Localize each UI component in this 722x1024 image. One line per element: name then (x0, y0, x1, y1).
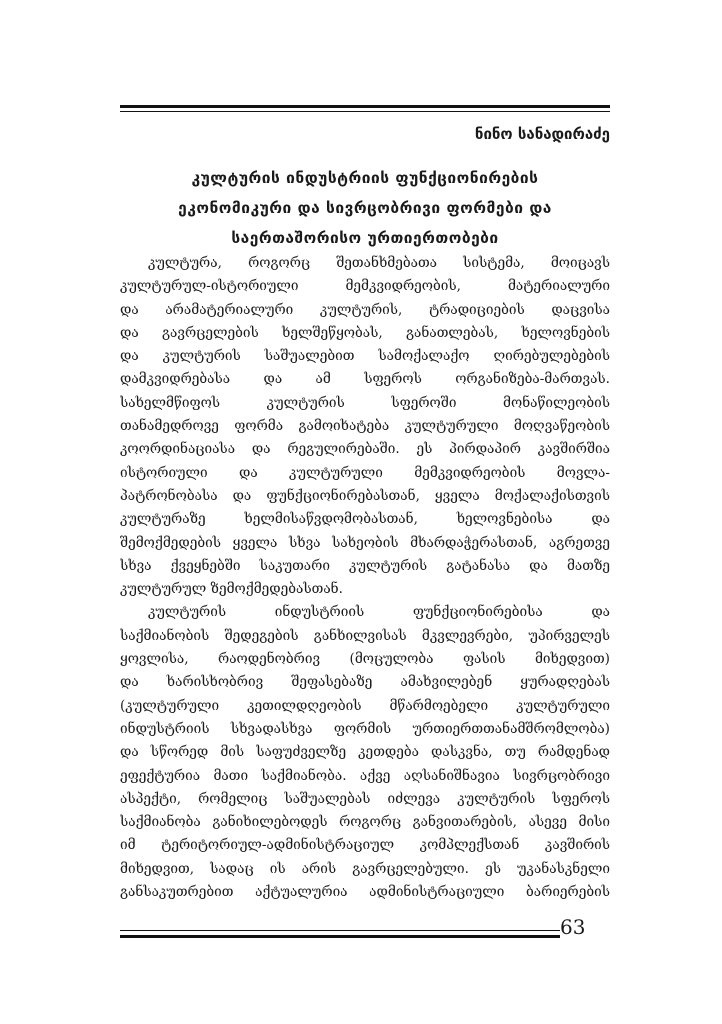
body-line: სხვა ქვეყნებში საკუთარი კულტურის გატანასა და მათზე (120, 557, 610, 574)
body-line: და ხარისხობრივ შეფასებაზე ამახვილებენ ყურადღებას (120, 674, 610, 691)
body-line: ეფექტურია მათი საქმიანობა. აქვე აღსანიშნავია სივრცობრივი (120, 767, 610, 784)
body-line: იმ ტერიტორიულ-ადმინისტრაციულ კომპლექსთან კავშირის (120, 837, 610, 854)
body-line: თანამედროვე ფორმა გამოიხატება კულტურული მოღვაწეობის (120, 418, 610, 435)
body-line: დამკვიდრებასა და ამ სფეროს ორგანიზება-მართვას. (120, 371, 610, 388)
body-line: ისტორიული და კულტურული მემკვიდრეობის მოვლა- (120, 464, 610, 481)
bottom-rule-thick (120, 935, 560, 938)
body-line: მიხედვით, სადაც ის არის გავრცელებული. ეს უკანასკნელი (120, 860, 610, 877)
title-line: საერთაშორისო ურთიერთობები (231, 229, 499, 247)
body-line: კულტურა, როგორც შეთანხმებათა სისტემა, მოიცავს (148, 255, 610, 271)
bottom-rule-thin (120, 930, 560, 931)
body-line: (კულტურული კეთილდღეობის მწარმოებელი კულტურული (120, 697, 610, 714)
body-line: კულტურულ-ისტორიული მემკვიდრეობის, მატერიალური (120, 278, 610, 295)
body-line: კულტურის ინდუსტრიის ფუნქციონირებისა და (148, 604, 610, 621)
author-name: ნინო სანადირაძე (474, 125, 610, 143)
chapter-title (120, 163, 610, 253)
body-line: და კულტურის საშუალებით სამოქალაქო ღირებულებების (120, 348, 610, 365)
body-line: საქმიანობა განიხილებოდეს როგორც განვითარების, ასევე მისი (120, 814, 610, 831)
body-line: და გავრცელების ხელშეწყობას, განათლებას, ხელოვნების (120, 324, 610, 341)
title-line: კულტურის ინდუსტრიის ფუნქციონირების (191, 169, 539, 187)
body-line: პატრონობასა და ფუნქციონირებასთან, ყველა მოქალაქისთვის (120, 487, 610, 504)
top-rule-thick (120, 105, 610, 108)
body-text (120, 252, 610, 904)
body-line: კულტურაზე ხელმისაწვდომობასთან, ხელოვნებისა და (120, 511, 610, 528)
page-number: 63 (560, 915, 586, 939)
body-line: სახელმწიფოს კულტურის სფეროში მონაწილეობის (120, 394, 610, 411)
body-line: კულტურულ ზემოქმედებასთან. (120, 581, 343, 598)
body-line: შემოქმედების ყველა სხვა სახეობის მხარდაჭერასთან, აგრეთვე (120, 534, 610, 551)
title-line: ეკონომიკური და სივრცობრივი ფორმები და (178, 199, 552, 217)
top-rule-thin (120, 111, 610, 112)
body-line: ინდუსტრიის სხვადასხვა ფორმის ურთიერთთანამშრომლობა) (120, 720, 610, 737)
body-line: ასპექტი, რომელიც საშუალებას იძლევა კულტურის სფეროს (120, 790, 610, 807)
body-line: კოორდინაციასა და რეგულირებაში. ეს პირდაპირ კავშირშია (120, 441, 610, 458)
body-line: და არამატერიალური კულტურის, ტრადიციების დაცვისა (120, 301, 610, 318)
body-line: განსაკუთრებით აქტუალურია ადმინისტრაციული ბარიერების (120, 884, 610, 901)
body-line: ყოვლისა, რაოდენობრივ (მოცულობა ფასის მიხედვით) (120, 651, 610, 668)
body-line: და სწორედ მის საფუძველზე კეთდება დასკვნა, თუ რამდენად (120, 744, 610, 761)
body-line: საქმიანობის შედეგების განხილვისას მკვლევრები, უპირველეს (120, 627, 610, 644)
